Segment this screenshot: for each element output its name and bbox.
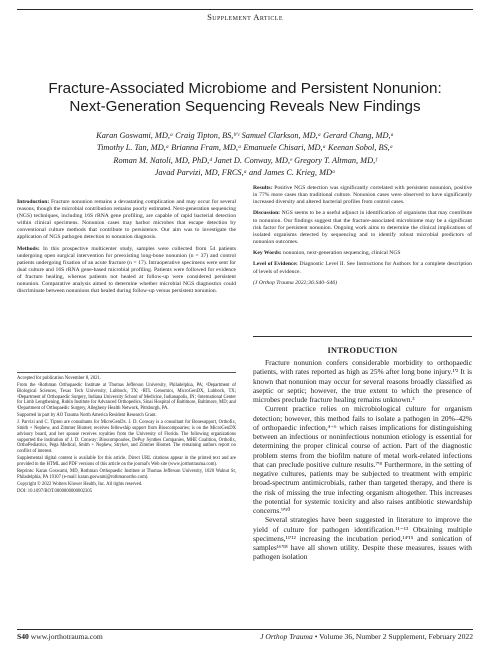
author-line: Timothy L. Tan, MD,ᵃ Brianna Fram, MD,ᵃ Emanuele Chisari, MD,ᵃ Keenan Sobol, BS,ᵃ	[96, 143, 394, 153]
abstract-rule	[253, 336, 472, 337]
footnote-disclosures: J. Parvizi and C. Tipton are consultants for MicroGenDx. J. D. Conway is a consultant for Bonesupport, Orthofix, Smith + Nephew, and Zimmer Biomet; receives fellowship support from Bioscompoaries; is on the MicroGenDX advisory board, and her spouse receives royalties from the University of Florida. The following organizations supported the institution of J. D. Conway: Bioscompoaries, DePuy Synthes Companies, MHE Coalition, Orthofix, OrthoPediatrics, Pega Medical, Smith + Nephew, Stryker, and Zimmer Biomet. The remaining authors report no conflict of interest.	[17, 420, 236, 455]
journal-name: J Orthop Trauma	[260, 632, 313, 641]
author-line: Karan Goswami, MD,ᵃ Craig Tipton, BS,ᵇ'ᶜ Samuel Clarkson, MD,ᵃ Gerard Chang, MD,ᵃ	[96, 131, 394, 140]
footer-left	[17, 632, 103, 641]
footer-right	[260, 632, 473, 641]
footnote-rule	[17, 372, 236, 373]
footnote-doi: DOI: 10.1097/BOT.0000000000002305	[17, 488, 93, 494]
intro-paragraph: Current practice relies on microbiological culture for organism detection; however, this method fails to isolate a pathogen in 20%–42% of orthopaedic infection,⁴⁻⁶ which raises implications for distinguishing between an infectious or noninfectious nonunion etiology is essential for determining the proper clinical course of action. Part of the diagnostic problem stems from the biofilm nature of metal work-related infections that can preclude positive culture results.⁷'⁸ Furthermore, in the setting of negative cultures, patients may be subjected to treatment with empiric broad-spectrum antimicrobials, rather than targeted therapy, and there is the risk of missing the true infecting organism altogether. This increases the potential for systemic toxicity and also raises antibiotic stewardship concerns.⁹'¹⁰	[253, 404, 472, 515]
abstract-citation: (J Orthop Trauma 2022;36:S40–S46)	[253, 279, 338, 286]
title-line-1: Fracture-Associated Microbiome and Persistent Nonunion:	[48, 80, 442, 97]
introduction-body	[253, 358, 472, 562]
intro-paragraph: Fracture nonunion confers considerable morbidity to orthopaedic patients, with rates reported as high as 25% after long bone injury.¹'² It is known that nonunion may occur for several reasons broadly classified as aseptic or septic; however, the true extent to which the presence of microbes preclude fracture healing remains unknown.³	[253, 358, 472, 404]
footer-rule	[17, 629, 473, 630]
abstract-level-of-evidence: Level of Evidence: Diagnostic Level II. See Instructions for Authors for a complete description of levels of evidence.	[253, 261, 472, 275]
footnote-copyright: Copyright © 2022 Wolters Kluwer Health, Inc. All rights reserved.	[17, 481, 143, 487]
intro-paragraph: Several strategies have been suggested in literature to improve the yield of culture for pathogen identification.¹¹⁻¹³ Obtaining multiple specimens,¹¹'¹² increasing the incubation period,¹⁴'¹⁵ and sonication of samples¹⁶'¹⁸ have all shown utility. Despite these measures, issues with pathogen isolation	[253, 515, 472, 562]
section-label: Supplement Article	[207, 12, 283, 22]
author-list	[28, 130, 462, 180]
footnote-accepted: Accepted for publication November 8, 2021.	[17, 376, 101, 381]
abstract-right	[253, 185, 472, 291]
abstract-results: Results: Positive NGS detection was significantly correlated with persistent nonunion, positive in 77% more cases than traditional culture. Nonunion cases were observed to have significantly increased diversity and altered bacterial profiles from control cases.	[253, 185, 472, 206]
introduction-heading: INTRODUCTION	[327, 346, 398, 355]
abstract-keywords: Key Words: nonunion, next-generation sequencing, clinical NGS	[253, 250, 401, 257]
footnote-reprints: Reprints: Karan Goswami, MD, Rothman Orthopaedic Institute at Thomas Jefferson University, 1020 Walnut St, Philadelphia, PA 19107 (e-mail: karan.goswami@rothmanortho.com).	[17, 468, 236, 480]
abstract-methods: Methods: In this prospective multicenter study, samples were collected from 54 patients undergoing open surgical intervention for preexisting long-bone nonunion (n = 37) and control patients undergoing fixation of an acute fracture (n = 17). Intraoperative specimens were sent for dual culture and 16S rRNA gene-based microbial profiling. Patients were followed for evidence of fracture healing, whereas patients not healed at follow-up were considered persistent nonunion. Comparative analysis aimed to determine whether microbial NGS diagnostics could discriminate between nonunions that healed during follow-up versus persistent nonunion.	[17, 245, 236, 295]
footnote-affiliations: From the ᵃRothman Orthopaedic Institute at Thomas Jefferson University, Philadelphia, PA; ᵇDepartment of Biological Sciences, Texas Tech University, Lubbock, TX; ᶜRTL Genomics, MicroGenDX, Lubbock, TX; ᵈDepartment of Orthopaedic Surgery, Indiana University School of Medicine, Indianapolis, IN; ᵉInternational Center for Limb Lengthening, Rubin Institute for Advanced Orthopedics, Sinai Hospital of Baltimore, Baltimore, MD; and ᶠDepartment of Orthopaedic Surgery, Allegheny Health Network, Pittsburgh, PA.	[17, 382, 236, 412]
header-rule	[17, 9, 473, 10]
author-line: Javad Parvizi, MD, FRCS,ᵃ and James C. Krieg, MDᵃ	[154, 168, 336, 178]
abstract-discussion: Discussion: NGS seems to be a useful adjunct in identification of organisms that may contribute to nonunion. Our findings suggest that the fracture-associated microbiome may be a significant risk factor for persistent nonunion. Ongoing work aims to determine the clinical implications of isolated organisms detected by sequencing and to identify robust microbial predictors of nonunion outcomes.	[253, 210, 472, 245]
abstract-introduction: Introduction: Fracture nonunion remains a devastating complication and may occur for several reasons, though the microbial contribution remains poorly estimated. Next-generation sequencing (NGS) techniques, including 16S rRNA gene profiling, are capable of rapid bacterial detection within clinical specimens. Nonunion cases may harbor microbes that escape detection by conventional culture methods that contribute to persistence. Our aim was to investigate the application of NGS pathogen detection to nonunion diagnosis.	[17, 199, 236, 241]
author-line: Roman M. Natoli, MD, PhD,ᵈ Janet D. Conway, MD,ᵉ Gregory T. Altman, MD,ᶠ	[113, 155, 377, 165]
footnote-supplemental: Supplemental digital content is available for this article. Direct URL citations appear in the printed text and are provided in the HTML and PDF versions of this article on the journal's Web site (www.jorthotrauma.com).	[17, 456, 236, 467]
article-title	[20, 80, 470, 116]
journal-site-link[interactable]: www.jorthotrauma.com	[30, 632, 103, 641]
page-number: S40	[17, 632, 29, 641]
abstract-left	[17, 199, 236, 300]
volume-info: • Volume 36, Number 2 Supplement, February 2022	[312, 632, 473, 641]
footnote-support: Supported in part by AO Trauma North America Resident Research Grant.	[17, 413, 157, 419]
footnotes	[17, 376, 236, 496]
title-line-2: Next-Generation Sequencing Reveals New Findings	[69, 98, 421, 115]
